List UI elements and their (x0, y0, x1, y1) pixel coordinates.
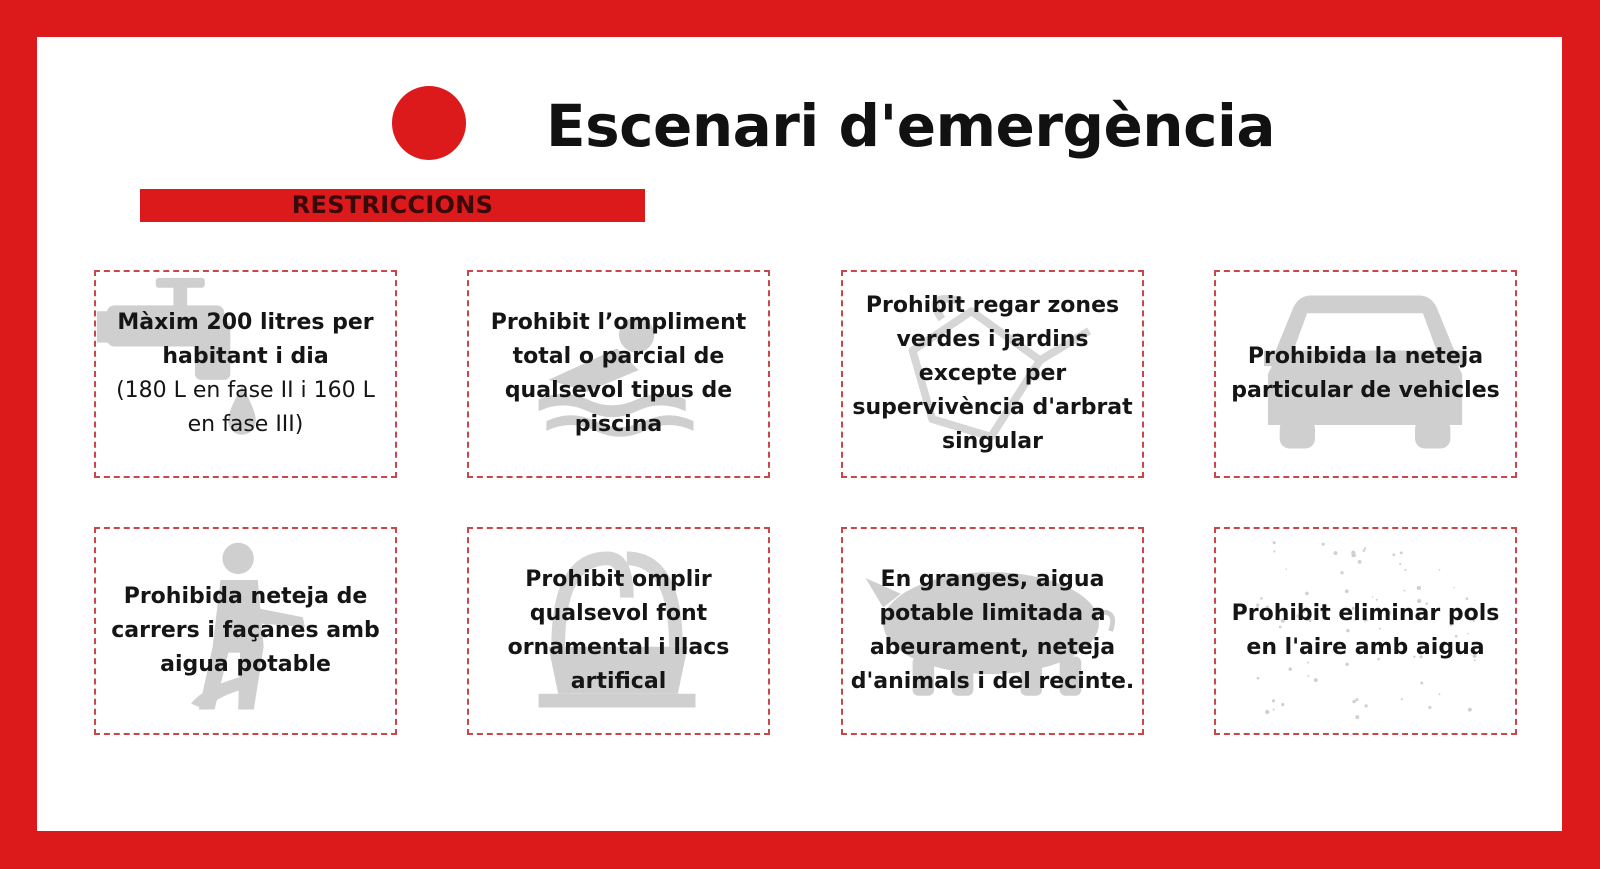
card-text (843, 272, 1142, 476)
card-main-text: Prohibida neteja de carrers i façanes amb aigua potable (111, 584, 380, 677)
card-sub-text: (180 L en fase II i 160 L en fase III) (116, 378, 375, 437)
section-label: RESTRICCIONS (291, 191, 494, 219)
card-main-text: Màxim 200 litres per habitant i dia (117, 310, 374, 369)
restriction-card-streets (94, 527, 397, 735)
restriction-card-fountain (467, 527, 770, 735)
restriction-card-water-limit (94, 270, 397, 478)
restriction-card-vehicles (1214, 270, 1517, 478)
card-text (469, 529, 768, 733)
card-text (96, 529, 395, 733)
card-text (1216, 529, 1515, 733)
card-text (96, 272, 395, 476)
restriction-card-farms (841, 527, 1144, 735)
restriction-card-pool (467, 270, 770, 478)
card-text (843, 529, 1142, 733)
card-main-text: Prohibit eliminar pols en l'aire amb aigua (1231, 601, 1500, 660)
page-title: Escenari d'emergència (546, 92, 1275, 160)
card-main-text: Prohibit omplir qualsevol font ornamental i llacs artifical (507, 567, 730, 694)
card-main-text: Prohibit l’ompliment total o parcial de qualsevol tipus de piscina (490, 310, 747, 437)
restriction-card-dust (1214, 527, 1517, 735)
card-main-text: Prohibida la neteja particular de vehicles (1231, 344, 1500, 403)
card-main-text: En granges, aigua potable limitada a abeurament, neteja d'animals i del recinte. (850, 567, 1135, 694)
restriction-card-gardens (841, 270, 1144, 478)
card-main-text: Prohibit regar zones verdes i jardins excepte per supervivència d'arbrat singular (852, 293, 1133, 454)
section-banner (140, 189, 645, 222)
card-text (469, 272, 768, 476)
emergency-dot-icon (392, 86, 466, 160)
card-text (1216, 272, 1515, 476)
